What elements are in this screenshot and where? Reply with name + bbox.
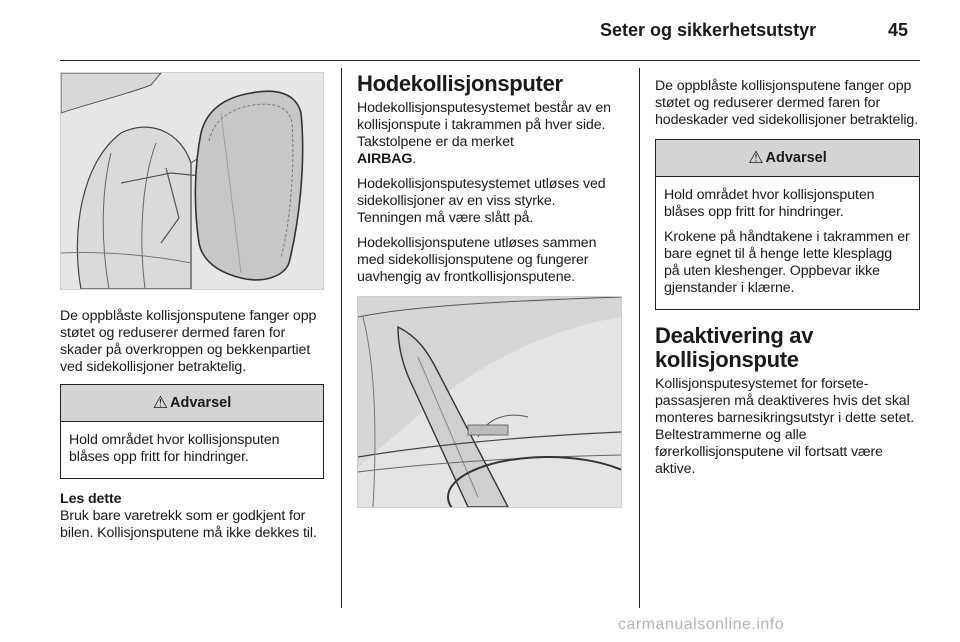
head-airbag-paragraph-3: Hodekollisjonsputene utløses sammen med sidekollisjonsputene og fungerer uavhengig av frontkollisjonsputene.: [357, 235, 597, 285]
warning-text-1: Hold området hvor kollisjonsputen blåses opp fritt for hindringer.: [664, 187, 875, 220]
paragraph-period: .: [412, 151, 417, 167]
pillar-airbag-drawing: [358, 297, 621, 507]
warning-text-2: Krokene på håndtakene i takrammen er bare egnet til å henge lette klesplagg på uten kleshenger. Oppbevar ikke gjenstander i klærne.: [664, 229, 910, 296]
warning-title: Advarsel: [765, 150, 827, 166]
paragraph-text: Hodekollisjonsputesystemet består av en kollisjonspute i takrammen på hver side. Takstolpene er da merket: [357, 100, 611, 150]
note-title: Les dette: [60, 491, 122, 507]
warning-box: [60, 384, 324, 479]
pillar-airbag-illustration: [357, 296, 622, 508]
section-heading-head-airbags: Hodekollisjonsputer: [357, 71, 563, 96]
column-right: [655, 78, 920, 486]
warning-text: Hold området hvor kollisjonsputen blåses opp fritt for hindringer.: [69, 432, 280, 465]
warning-box: [655, 139, 920, 310]
section-title: Seter og sikkerhetsutstyr: [600, 20, 817, 40]
watermark: carmanualsonline.info: [618, 616, 785, 633]
warning-triangle-icon: ⚠: [152, 393, 168, 412]
warning-header: [656, 140, 919, 177]
column-divider-2: [639, 68, 640, 608]
seat-airbag-drawing: [61, 73, 323, 289]
warning-body: [61, 422, 323, 478]
warning-header: [61, 385, 323, 422]
warning-body: [656, 177, 919, 309]
section-heading-deactivation: Deaktivering av kollisjonspute: [655, 323, 814, 372]
note-text: Bruk bare varetrekk som er godkjent for bilen. Kollisjonsputene må ikke dekkes til.: [60, 508, 317, 541]
airbag-label: AIRBAG: [357, 151, 413, 167]
head-injury-paragraph: De oppblåste kollisjonsputene fanger opp støtet og reduserer dermed faren for hodeskader ved sidekollisjoner betraktelig.: [655, 78, 919, 128]
header-divider: [60, 60, 920, 61]
note-block: [60, 491, 324, 542]
seat-airbag-illustration: [60, 72, 324, 290]
head-airbag-paragraph-2: Hodekollisjonsputesystemet utløses ved sidekollisjoner av en viss styrke. Tenningen må være slått på.: [357, 176, 606, 226]
page-header: [0, 0, 960, 60]
warning-triangle-icon: ⚠: [748, 148, 764, 167]
column-left: [60, 72, 324, 550]
column-middle: [357, 72, 622, 508]
column-divider-1: [341, 68, 342, 608]
head-airbag-paragraph-1: [357, 100, 622, 168]
intro-paragraph: De oppblåste kollisjonsputene fanger opp støtet og reduserer dermed faren for skader på overkroppen og bekkenpartiet ved sidekollisjoner betraktelig.: [60, 308, 317, 375]
warning-title: Advarsel: [169, 395, 232, 411]
page-number: 45: [888, 20, 909, 40]
deactivation-paragraph: Kollisjonsputesystemet for forsetepassasjeren må deaktiveres hvis det skal monteres barnesikringsutstyr i dette setet. Beltestrammerne og alle førerkollisjonsputene vil fortsatt være aktive.: [655, 376, 915, 477]
